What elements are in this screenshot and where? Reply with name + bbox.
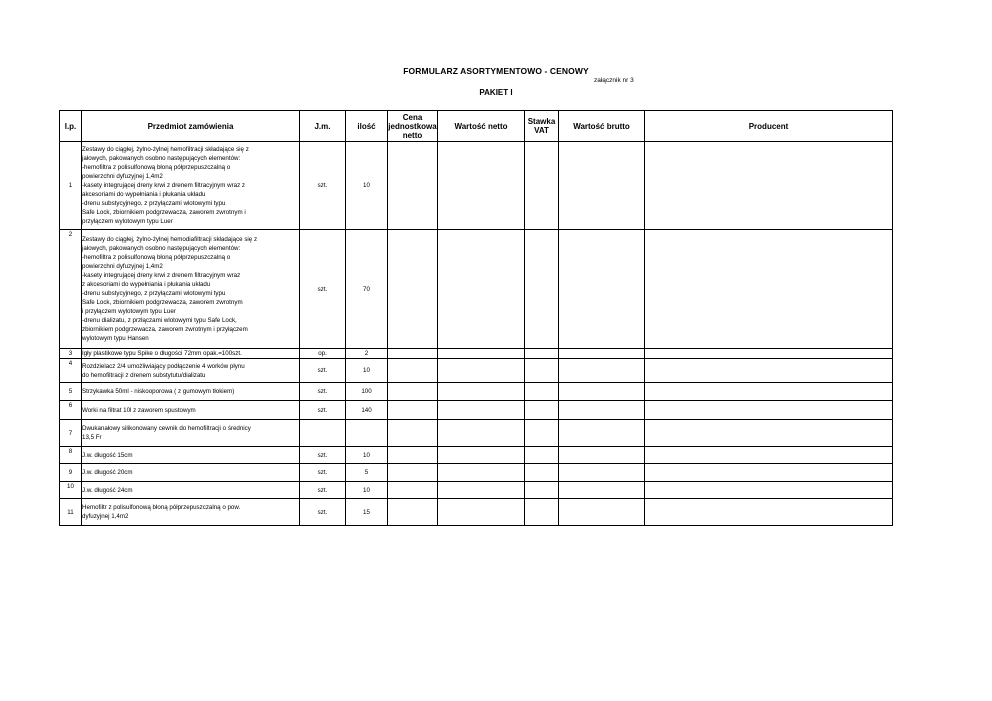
annex-label: załącznik nr 3 bbox=[594, 77, 634, 84]
row-item: J.w. długość 20cm bbox=[82, 464, 300, 482]
row-lp: 7 bbox=[60, 420, 82, 447]
row-lp: 11 bbox=[60, 499, 82, 526]
row-gross-value[interactable] bbox=[559, 447, 645, 464]
row-unit-price[interactable] bbox=[388, 499, 438, 526]
row-producer[interactable] bbox=[645, 349, 893, 359]
row-unit: szt. bbox=[300, 401, 346, 420]
row-qty: 10 bbox=[346, 142, 388, 230]
row-producer[interactable] bbox=[645, 142, 893, 230]
row-gross-value[interactable] bbox=[559, 482, 645, 499]
row-net-value[interactable] bbox=[438, 447, 525, 464]
row-item: Strzykawka 50ml - niskooporowa ( z gumowym tłokiem) bbox=[82, 383, 300, 401]
col-header-vat: Stawka VAT bbox=[525, 111, 559, 142]
col-header-gross-value: Wartość brutto bbox=[559, 111, 645, 142]
row-unit: op. bbox=[300, 349, 346, 359]
row-vat[interactable] bbox=[525, 383, 559, 401]
row-qty: 2 bbox=[346, 349, 388, 359]
row-vat[interactable] bbox=[525, 401, 559, 420]
row-unit: szt. bbox=[300, 383, 346, 401]
package-label: PAKIET I bbox=[479, 88, 513, 97]
row-producer[interactable] bbox=[645, 464, 893, 482]
row-unit-price[interactable] bbox=[388, 359, 438, 383]
row-producer[interactable] bbox=[645, 482, 893, 499]
row-lp: 5 bbox=[60, 383, 82, 401]
table-row bbox=[60, 482, 893, 499]
row-item: Zestawy do ciągłej, żylno-żylnej hemodiafiltracji składające się z jałowych, pakowanych osobno następujących elementów: -hemofiltra z polisulfonową błoną półprzepuszczalną o powierzchni dyfuzyjnej 1,4m2 -kasety integrującej dreny krwi z drenem filtracyjnym wraz z akcesoriami do wypełniania i płukania układu -drenu substycyjnego, z przyłączami wlotowymi typu Safe Lock, zbiornikiem podgrzewacza, zaworem zwrotnym i przyłączem wylotowym typu Luer -drenu dializatu, z przłączami wlotowymi typu Safe Lock, zbiornikiem podgrzewacza, zaworem zwrotnym i przyłączem wylotowym typu Hansen bbox=[82, 230, 300, 349]
row-qty: 5 bbox=[346, 464, 388, 482]
row-qty: 140 bbox=[346, 401, 388, 420]
col-header-producer: Producent bbox=[645, 111, 893, 142]
row-qty: 70 bbox=[346, 230, 388, 349]
form-title: FORMULARZ ASORTYMENTOWO - CENOWY bbox=[403, 66, 589, 76]
row-qty: 10 bbox=[346, 359, 388, 383]
table-row bbox=[60, 401, 893, 420]
row-item: J.w. długość 15cm bbox=[82, 447, 300, 464]
row-producer[interactable] bbox=[645, 359, 893, 383]
table-row bbox=[60, 359, 893, 383]
row-net-value[interactable] bbox=[438, 499, 525, 526]
row-qty: 100 bbox=[346, 383, 388, 401]
row-net-value[interactable] bbox=[438, 230, 525, 349]
price-table bbox=[59, 110, 893, 526]
row-unit-price[interactable] bbox=[388, 383, 438, 401]
col-header-qty: ilość bbox=[346, 111, 388, 142]
row-producer[interactable] bbox=[645, 401, 893, 420]
row-gross-value[interactable] bbox=[559, 499, 645, 526]
row-vat[interactable] bbox=[525, 482, 559, 499]
row-unit: szt. bbox=[300, 142, 346, 230]
row-qty: 15 bbox=[346, 499, 388, 526]
row-vat[interactable] bbox=[525, 359, 559, 383]
row-unit: szt. bbox=[300, 359, 346, 383]
row-item: Rozdzielacz 2/4 umożliwiający podłączenie 4 worków płynu do hemofiltracji z drenem substytutu/dializatu bbox=[82, 359, 300, 383]
row-lp: 1 bbox=[60, 142, 82, 230]
row-lp: 4 bbox=[60, 359, 82, 383]
row-net-value[interactable] bbox=[438, 142, 525, 230]
row-lp: 3 bbox=[60, 349, 82, 359]
table-row bbox=[60, 230, 893, 349]
row-item: Worki na filtrat 10l z zaworem spustowym bbox=[82, 401, 300, 420]
table-row bbox=[60, 142, 893, 230]
row-gross-value[interactable] bbox=[559, 401, 645, 420]
row-unit-price[interactable] bbox=[388, 142, 438, 230]
row-vat[interactable] bbox=[525, 420, 559, 447]
row-gross-value[interactable] bbox=[559, 420, 645, 447]
col-header-net-value: Wartość netto bbox=[438, 111, 525, 142]
row-gross-value[interactable] bbox=[559, 142, 645, 230]
row-item: Dwukanałowy silikonowany cewnik do hemofiltracji o średnicy 13,5 Fr bbox=[82, 420, 300, 447]
row-gross-value[interactable] bbox=[559, 349, 645, 359]
col-header-item: Przedmiot zamówienia bbox=[82, 111, 300, 142]
row-vat[interactable] bbox=[525, 499, 559, 526]
table-row bbox=[60, 420, 893, 447]
table-row bbox=[60, 447, 893, 464]
row-net-value[interactable] bbox=[438, 359, 525, 383]
row-unit-price[interactable] bbox=[388, 464, 438, 482]
row-net-value[interactable] bbox=[438, 401, 525, 420]
row-producer[interactable] bbox=[645, 499, 893, 526]
row-vat[interactable] bbox=[525, 464, 559, 482]
row-lp: 10 bbox=[60, 482, 82, 499]
row-producer[interactable] bbox=[645, 420, 893, 447]
row-unit-price[interactable] bbox=[388, 447, 438, 464]
row-gross-value[interactable] bbox=[559, 359, 645, 383]
row-net-value[interactable] bbox=[438, 420, 525, 447]
col-header-unit: J.m. bbox=[300, 111, 346, 142]
row-unit bbox=[300, 420, 346, 447]
row-lp: 2 bbox=[60, 230, 82, 349]
row-qty bbox=[346, 420, 388, 447]
row-item: Zestawy do ciągłej, żylno-żylnej hemofiltracji składające się z jałowych, pakowanych osobno następujących elementów: -hemofiltra z polisulfonową błoną półprzepuszczalną o powierzchni dyfuzyjnej 1,4m2 -kasety integrującej dreny krwi z drenem filtracyjnym wraz z akcesoriami do wypełniania i płukania układu -drenu substycyjnego, z przyłączami wlotowymi typu Safe Lock, zbiornikiem podgrzewacza, zaworem zwrotnym i przyłączem wylotowym typu Luer bbox=[82, 142, 300, 230]
row-vat[interactable] bbox=[525, 349, 559, 359]
row-lp: 8 bbox=[60, 447, 82, 464]
row-producer[interactable] bbox=[645, 447, 893, 464]
row-net-value[interactable] bbox=[438, 349, 525, 359]
row-unit-price[interactable] bbox=[388, 349, 438, 359]
row-net-value[interactable] bbox=[438, 464, 525, 482]
row-qty: 10 bbox=[346, 482, 388, 499]
row-unit: szt. bbox=[300, 499, 346, 526]
row-net-value[interactable] bbox=[438, 482, 525, 499]
row-item: Igły plastikowe typu Spike o długości 72mm opak.=100szt. bbox=[82, 349, 300, 359]
row-gross-value[interactable] bbox=[559, 230, 645, 349]
row-unit-price[interactable] bbox=[388, 401, 438, 420]
col-header-unit-price: Cena jednostkowa netto bbox=[388, 112, 437, 140]
row-unit-price[interactable] bbox=[388, 230, 438, 349]
row-unit-price[interactable] bbox=[388, 482, 438, 499]
row-item: Hemofiltr z polisulfonową błoną półprzepuszczalną o pow. dyfuzyjnej 1,4m2 bbox=[82, 499, 300, 526]
row-unit: szt. bbox=[300, 464, 346, 482]
row-vat[interactable] bbox=[525, 142, 559, 230]
row-qty: 10 bbox=[346, 447, 388, 464]
row-item: J.w. długość 24cm bbox=[82, 482, 300, 499]
row-unit: szt. bbox=[300, 230, 346, 349]
table-header-row bbox=[60, 111, 893, 142]
row-vat[interactable] bbox=[525, 447, 559, 464]
table-row bbox=[60, 349, 893, 359]
row-gross-value[interactable] bbox=[559, 464, 645, 482]
row-unit: szt. bbox=[300, 447, 346, 464]
row-lp: 6 bbox=[60, 401, 82, 420]
row-unit-price[interactable] bbox=[388, 420, 438, 447]
table-row bbox=[60, 499, 893, 526]
row-producer[interactable] bbox=[645, 383, 893, 401]
col-header-lp: l.p. bbox=[60, 111, 82, 142]
row-net-value[interactable] bbox=[438, 383, 525, 401]
row-vat[interactable] bbox=[525, 230, 559, 349]
table-row bbox=[60, 464, 893, 482]
row-lp: 9 bbox=[60, 464, 82, 482]
row-gross-value[interactable] bbox=[559, 383, 645, 401]
row-producer[interactable] bbox=[645, 230, 893, 349]
table-row bbox=[60, 383, 893, 401]
row-unit: szt. bbox=[300, 482, 346, 499]
